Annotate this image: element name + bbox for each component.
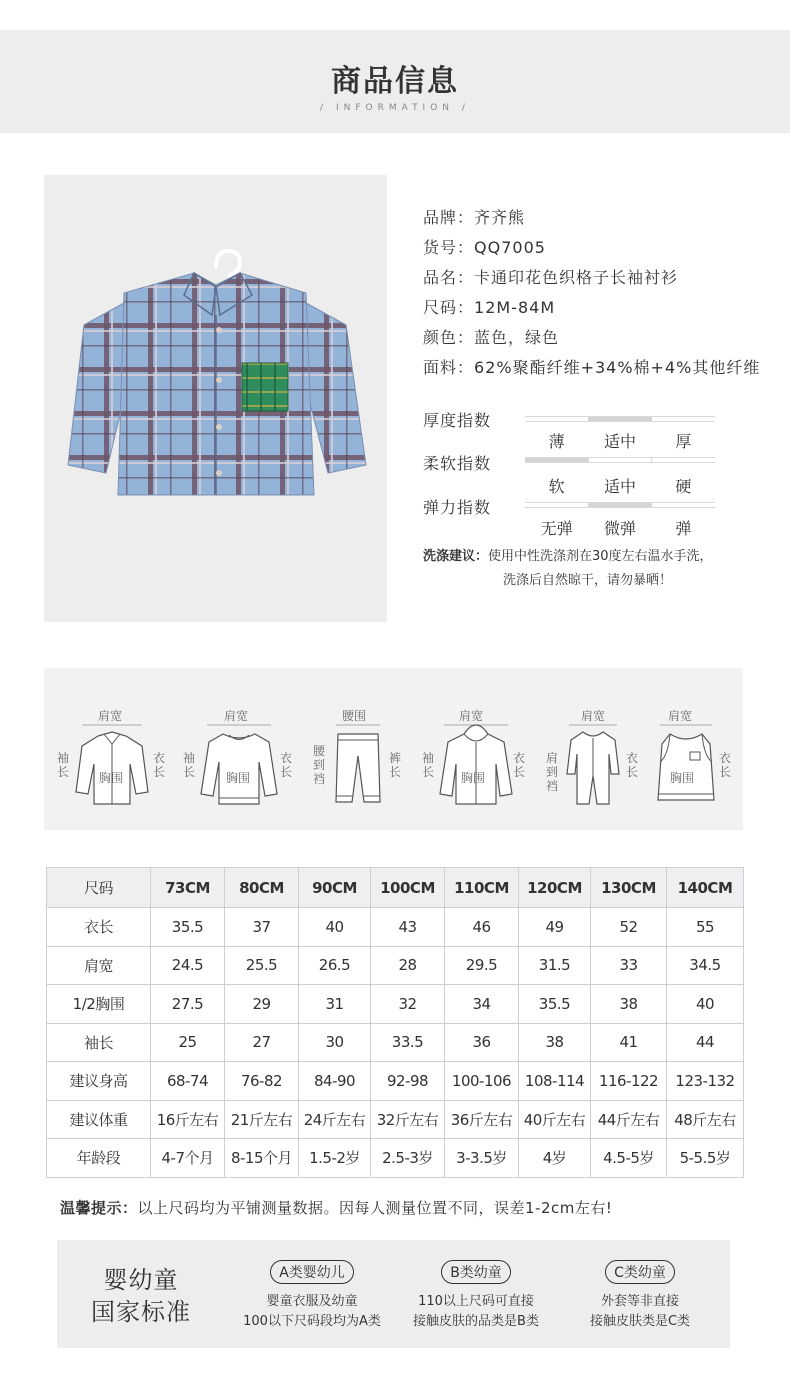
table-row: 衣长 35.5 37 40 43 46 49 52 55 [47,908,744,947]
measure-sweater: 肩宽 袖长 衣长 胸围 [179,668,299,830]
table-row: 建议体重 16斤左右 21斤左右 24斤左右 32斤左右 36斤左右 40斤左右 44斤左右 48斤左右 [47,1100,744,1139]
info-row-size: 尺码：12M-84M [423,298,556,317]
elasticity-index-label: 弹力指数 [423,498,492,517]
table-row: 年龄段 4-7个月 8-15个月 1.5-2岁 2.5-3岁 3-3.5岁 4岁 4.5-5岁 5-5.5岁 [47,1139,744,1178]
table-row: 1/2胸围 27.5 29 31 32 34 35.5 38 40 [47,985,744,1024]
section-subtitle: / INFORMATION / [320,103,470,113]
table-row: 建议身高 68-74 76-82 84-90 92-98 100-106 108-114 116-122 123-132 [47,1062,744,1101]
table-row: 袖长 25 27 30 33.5 36 38 41 44 [47,1023,744,1062]
class-a-badge: A类婴幼儿 [270,1260,354,1284]
sweater-icon [199,722,279,808]
table-row: 肩宽 24.5 25.5 26.5 28 29.5 31.5 33 34.5 [47,946,744,985]
softness-index-options: 软 适中 硬 [548,477,692,496]
size-chart-table [46,867,744,1178]
thickness-index-label: 厚度指数 [423,411,492,430]
measure-hoodie: 肩宽 袖长 衣长 胸围 [416,668,531,830]
measure-shirt: 肩宽 袖长 衣长 胸围 [56,668,166,830]
thickness-index-bar [525,416,715,422]
standard-title: 婴幼童 国家标准 [91,1266,191,1326]
wash-advice-line2: 洗涤后自然晾干，请勿暴晒！ [503,573,673,588]
class-c-info: C类幼童 外套等非直接 接触皮肤类是C类 [560,1260,720,1332]
vest-icon [656,722,716,808]
shirt-icon [72,722,152,808]
measurement-tip: 温馨提示：以上尺码均为平铺测量数据。因每人测量位置不同，误差1-2cm左右! [60,1199,613,1217]
measurement-guide [44,668,743,830]
info-row-fabric: 面料：62%聚酯纤维+34%棉+4%其他纤维 [423,358,761,377]
section-header [0,30,790,133]
elasticity-index-options: 无弹 微弹 弹 [540,519,692,538]
section-title: 商品信息 [331,64,459,99]
info-row-brand: 品牌：齐齐熊 [423,208,526,227]
info-row-color: 颜色：蓝色，绿色 [423,328,560,347]
class-b-badge: B类幼童 [441,1260,511,1284]
measure-pants: 腰围 腰到裆 裤长 [304,668,409,830]
national-standard-panel [57,1240,730,1348]
product-info-list [423,205,760,385]
elasticity-index-bar [525,502,715,508]
pants-icon [330,722,386,808]
info-row-sku: 货号：QQ7005 [423,238,546,257]
class-a-info: A类婴幼儿 婴童衣服及幼童 100以下尺码段均为A类 [232,1260,392,1332]
romper-icon [563,718,623,808]
thickness-index-options: 薄 适中 厚 [548,432,692,451]
class-b-info: B类幼童 110以上尺码可直接 接触皮肤的品类是B类 [396,1260,556,1332]
measure-romper: 肩宽 肩到裆 衣长 [539,668,649,830]
plaid-shirt-image [44,175,387,622]
size-table-header: 尺码 73CM 80CM 90CM 100CM 110CM 120CM 130CM 140CM [47,868,744,908]
product-photo [44,175,387,622]
softness-index-label: 柔软指数 [423,454,492,473]
measure-vest: 肩宽 衣长 胸围 [654,668,743,830]
info-row-name: 品名：卡通印花色织格子长袖衬衫 [423,268,679,287]
wash-advice: 洗涤建议：使用中性洗涤剂在30度左右温水手洗， [423,549,713,564]
softness-index-bar [525,457,715,463]
hoodie-icon [436,718,516,808]
class-c-badge: C类幼童 [605,1260,675,1284]
